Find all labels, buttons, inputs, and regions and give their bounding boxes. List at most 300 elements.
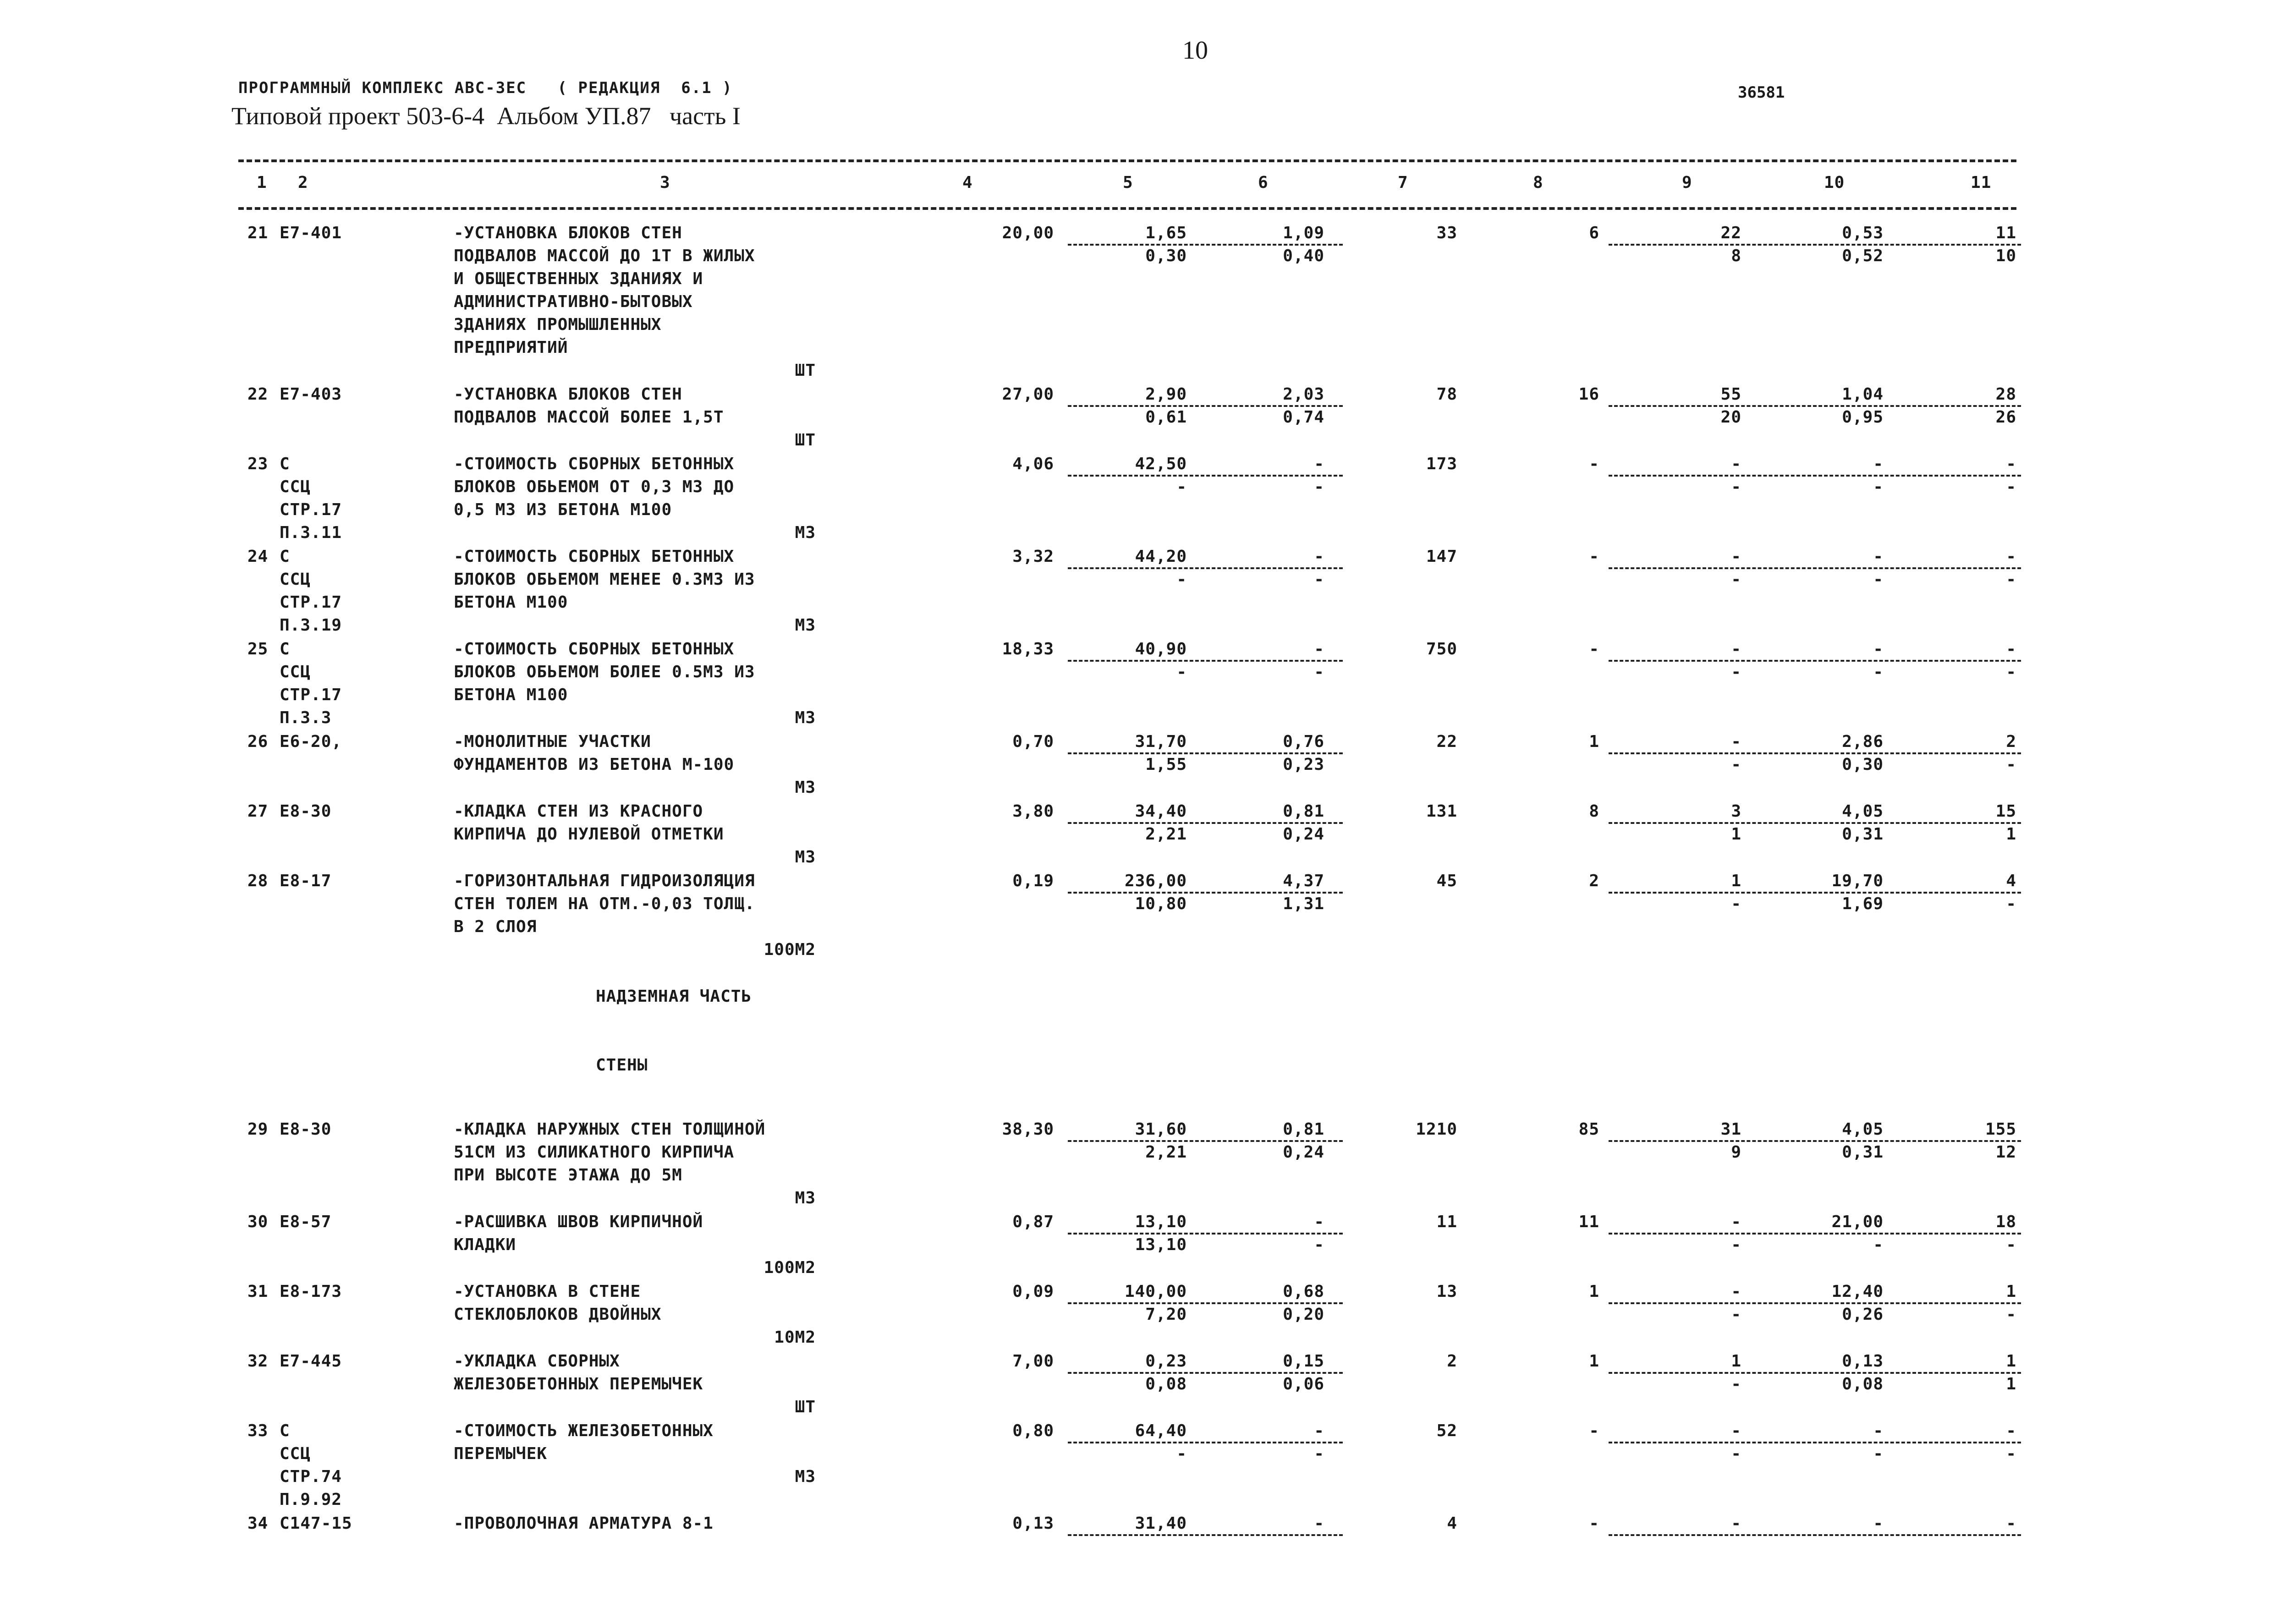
- cell-c5: 64,40: [1135, 1421, 1187, 1440]
- cell-c11-lower: -: [2006, 1305, 2016, 1324]
- cell-c10-lower: 0,30: [1842, 755, 1884, 774]
- split-rule-cols-5-6: [1068, 660, 1343, 662]
- row-code: П.3.11: [280, 523, 342, 542]
- cell-c9: 22: [1720, 224, 1741, 242]
- cell-c10-lower: 1,69: [1842, 894, 1884, 913]
- row-unit: 100М2: [763, 1258, 816, 1277]
- cell-c10: -: [1873, 455, 1884, 473]
- cell-c10-lower: -: [1873, 663, 1884, 681]
- cell-c9: 31: [1720, 1120, 1741, 1139]
- cell-c9-lower: 9: [1731, 1143, 1741, 1162]
- cell-col4: 0,09: [1012, 1282, 1054, 1301]
- cell-c9: -: [1731, 1213, 1741, 1231]
- cell-c11-lower: 12: [1995, 1143, 2016, 1162]
- cell-col7: 45: [1436, 872, 1457, 890]
- cell-col7: 33: [1436, 224, 1457, 242]
- cell-col8: 8: [1589, 802, 1599, 821]
- cell-c5-lower: 0,30: [1145, 247, 1187, 265]
- row-description: ФУНДАМЕНТОВ ИЗ БЕТОНА М-100: [454, 755, 735, 774]
- program-header: ПРОГРАММНЫЙ КОМПЛЕКС АВС-3ЕС ( РЕДАКЦИЯ 6.1 ): [238, 79, 733, 97]
- row-code: С: [280, 1421, 290, 1440]
- cell-col8: 16: [1578, 385, 1599, 404]
- cell-col8: -: [1589, 547, 1599, 566]
- section-title-walls: СТЕНЫ: [596, 1056, 648, 1075]
- row-description: В 2 СЛОЯ: [454, 917, 537, 936]
- cell-c9: -: [1731, 547, 1741, 566]
- cell-c5: 2,90: [1145, 385, 1187, 404]
- row-description: 0,5 М3 ИЗ БЕТОНА М100: [454, 500, 672, 519]
- cell-c5: 140,00: [1124, 1282, 1187, 1301]
- column-number-8: 8: [1533, 173, 1543, 192]
- row-description: БЛОКОВ ОБЬЕМОМ МЕНЕЕ 0.3М3 ИЗ: [454, 570, 755, 589]
- cell-c9-lower: -: [1731, 663, 1741, 681]
- cell-c9: 55: [1720, 385, 1741, 404]
- split-rule-cols-9-11: [1609, 475, 2021, 477]
- cell-c9: 1: [1731, 1352, 1741, 1371]
- cell-c11: 18: [1995, 1213, 2016, 1231]
- cell-c6: -: [1314, 640, 1324, 658]
- row-number: 21: [247, 224, 269, 242]
- row-description: -УСТАНОВКА БЛОКОВ СТЕН: [454, 385, 682, 404]
- cell-col7: 52: [1436, 1421, 1457, 1440]
- split-rule-cols-9-11: [1609, 1233, 2021, 1234]
- cell-c9-lower: -: [1731, 894, 1741, 913]
- cell-col4: 0,19: [1012, 872, 1054, 890]
- cell-c9-lower: -: [1731, 1444, 1741, 1463]
- row-unit: М3: [795, 523, 816, 542]
- cell-col4: 0,70: [1012, 732, 1054, 751]
- cell-c11: 11: [1995, 224, 2016, 242]
- row-code: С: [280, 547, 290, 566]
- column-number-4: 4: [962, 173, 973, 192]
- cell-col4: 0,87: [1012, 1213, 1054, 1231]
- cell-col4: 27,00: [1002, 385, 1054, 404]
- row-number: 27: [247, 802, 269, 821]
- cell-c11-lower: -: [2006, 1235, 2016, 1254]
- cell-c10: 1,04: [1842, 385, 1884, 404]
- cell-c6: 1,09: [1283, 224, 1324, 242]
- row-description: -СТОИМОСТЬ СБОРНЫХ БЕТОННЫХ: [454, 455, 735, 473]
- row-code: ССЦ: [280, 663, 311, 681]
- cell-c10: 0,13: [1842, 1352, 1884, 1371]
- row-code: Е7-445: [280, 1352, 342, 1371]
- cell-c10-lower: 0,95: [1842, 408, 1884, 427]
- row-description: ПРЕДПРИЯТИЙ: [454, 338, 568, 357]
- cell-c5: 31,70: [1135, 732, 1187, 751]
- cell-col7: 22: [1436, 732, 1457, 751]
- row-code: П.9.92: [280, 1490, 342, 1509]
- split-rule-cols-5-6: [1068, 405, 1343, 407]
- row-unit: М3: [795, 708, 816, 727]
- cell-c10: 19,70: [1831, 872, 1884, 890]
- column-number-3: 3: [660, 173, 670, 192]
- cell-col8: 11: [1578, 1213, 1599, 1231]
- cell-col4: 0,80: [1012, 1421, 1054, 1440]
- row-code: ССЦ: [280, 477, 311, 496]
- cell-c6: 0,68: [1283, 1282, 1324, 1301]
- cell-c5-lower: 0,08: [1145, 1375, 1187, 1394]
- cell-c11-lower: 1: [2006, 825, 2016, 844]
- cell-col7: 13: [1436, 1282, 1457, 1301]
- row-code: Е8-57: [280, 1213, 332, 1231]
- cell-c11: 1: [2006, 1352, 2016, 1371]
- cell-col4: 7,00: [1012, 1352, 1054, 1371]
- row-number: 24: [247, 547, 269, 566]
- cell-col7: 131: [1426, 802, 1457, 821]
- split-rule-cols-9-11: [1609, 1442, 2021, 1443]
- cell-c5: 31,40: [1135, 1514, 1187, 1533]
- cell-c11: -: [2006, 640, 2016, 658]
- cell-c11: 4: [2006, 872, 2016, 890]
- row-description: ЖЕЛЕЗОБЕТОННЫХ ПЕРЕМЫЧЕК: [454, 1375, 703, 1394]
- cell-c9-lower: -: [1731, 477, 1741, 496]
- split-rule-cols-5-6: [1068, 892, 1343, 894]
- row-code: СТР.17: [280, 686, 342, 704]
- row-description: БЛОКОВ ОБЬЕМОМ БОЛЕЕ 0.5М3 ИЗ: [454, 663, 755, 681]
- cell-c6-lower: 0,24: [1283, 1143, 1324, 1162]
- row-code: Е8-173: [280, 1282, 342, 1301]
- row-description: -МОНОЛИТНЫЕ УЧАСТКИ: [454, 732, 651, 751]
- column-number-5: 5: [1123, 173, 1133, 192]
- cell-c9-lower: -: [1731, 570, 1741, 589]
- cell-col7: 2: [1447, 1352, 1457, 1371]
- cell-c5-lower: 13,10: [1135, 1235, 1187, 1254]
- row-description: АДМИНИСТРАТИВНО-БЫТОВЫХ: [454, 292, 693, 311]
- column-number-1: 1: [257, 173, 267, 192]
- cell-c11: 28: [1995, 385, 2016, 404]
- row-code: С: [280, 455, 290, 473]
- cell-c6: 0,81: [1283, 802, 1324, 821]
- split-rule-cols-5-6: [1068, 1233, 1343, 1234]
- cell-col4: 38,30: [1002, 1120, 1054, 1139]
- row-unit: М3: [795, 616, 816, 635]
- cell-col7: 78: [1436, 385, 1457, 404]
- split-rule-cols-5-6: [1068, 567, 1343, 569]
- split-rule-cols-9-11: [1609, 1372, 2021, 1374]
- row-description: ПОДВАЛОВ МАССОЙ ДО 1Т В ЖИЛЫХ: [454, 247, 755, 265]
- row-code: Е8-17: [280, 872, 332, 890]
- cell-c5: 236,00: [1124, 872, 1187, 890]
- split-rule-cols-5-6: [1068, 752, 1343, 754]
- row-description: -СТОИМОСТЬ СБОРНЫХ БЕТОННЫХ: [454, 640, 735, 658]
- cell-c5-lower: 2,21: [1145, 1143, 1187, 1162]
- cell-c10-lower: 0,52: [1842, 247, 1884, 265]
- cell-c11-lower: -: [2006, 1444, 2016, 1463]
- cell-c6: 0,76: [1283, 732, 1324, 751]
- row-number: 33: [247, 1421, 269, 1440]
- cell-c5-lower: -: [1176, 570, 1187, 589]
- cell-c9-lower: 20: [1720, 408, 1741, 427]
- row-description: БЕТОНА М100: [454, 593, 568, 612]
- row-code: П.3.19: [280, 616, 342, 635]
- cell-c6-lower: 0,40: [1283, 247, 1324, 265]
- cell-c5-lower: 10,80: [1135, 894, 1187, 913]
- split-rule-cols-9-11: [1609, 244, 2021, 246]
- split-rule-cols-9-11: [1609, 892, 2021, 894]
- column-number-11: 11: [1971, 173, 1992, 192]
- row-description: -УСТАНОВКА В СТЕНЕ: [454, 1282, 641, 1301]
- cell-c5: 42,50: [1135, 455, 1187, 473]
- cell-c11-lower: 10: [1995, 247, 2016, 265]
- cell-c10: -: [1873, 1421, 1884, 1440]
- cell-c9: -: [1731, 1421, 1741, 1440]
- cell-c11: 2: [2006, 732, 2016, 751]
- cell-c10-lower: 0,26: [1842, 1305, 1884, 1324]
- cell-c6: 2,03: [1283, 385, 1324, 404]
- row-code: Е7-401: [280, 224, 342, 242]
- split-rule-cols-5-6: [1068, 475, 1343, 477]
- cell-c5-lower: -: [1176, 663, 1187, 681]
- cell-col4: 18,33: [1002, 640, 1054, 658]
- row-description: -СТОИМОСТЬ СБОРНЫХ БЕТОННЫХ: [454, 547, 735, 566]
- row-description: БЕТОНА М100: [454, 686, 568, 704]
- cell-c10: -: [1873, 640, 1884, 658]
- cell-c9: -: [1731, 455, 1741, 473]
- cell-c6-lower: -: [1314, 570, 1324, 589]
- cell-c6: 4,37: [1283, 872, 1324, 890]
- cell-c6: 0,81: [1283, 1120, 1324, 1139]
- cell-c11-lower: 26: [1995, 408, 2016, 427]
- row-number: 29: [247, 1120, 269, 1139]
- row-description: СТЕН ТОЛЕМ НА ОТМ.-0,03 ТОЛЩ.: [454, 894, 755, 913]
- cell-c9: -: [1731, 640, 1741, 658]
- cell-col4: 3,80: [1012, 802, 1054, 821]
- row-unit: М3: [795, 848, 816, 867]
- cell-c10: 0,53: [1842, 224, 1884, 242]
- row-description: -УСТАНОВКА БЛОКОВ СТЕН: [454, 224, 682, 242]
- cell-c10-lower: -: [1873, 570, 1884, 589]
- cell-col7: 11: [1436, 1213, 1457, 1231]
- cell-c10: -: [1873, 547, 1884, 566]
- row-number: 25: [247, 640, 269, 658]
- cell-col4: 20,00: [1002, 224, 1054, 242]
- split-rule-cols-5-6: [1068, 1302, 1343, 1304]
- row-description: -ГОРИЗОНТАЛЬНАЯ ГИДРОИЗОЛЯЦИЯ: [454, 872, 755, 890]
- cell-c6: -: [1314, 1213, 1324, 1231]
- cell-c6: -: [1314, 455, 1324, 473]
- cell-c5: 0,23: [1145, 1352, 1187, 1371]
- document-number: 36581: [1738, 83, 1785, 102]
- split-rule-cols-9-11: [1609, 1302, 2021, 1304]
- row-number: 32: [247, 1352, 269, 1371]
- cell-c5: 34,40: [1135, 802, 1187, 821]
- section-title-aboveground: НАДЗЕМНАЯ ЧАСТЬ: [596, 987, 752, 1006]
- cell-c6-lower: 1,31: [1283, 894, 1324, 913]
- cell-c10: 12,40: [1831, 1282, 1884, 1301]
- split-rule-cols-5-6: [1068, 1534, 1343, 1536]
- project-title: Типовой проект 503-6-4 Альбом УП.87 часть I: [231, 102, 741, 130]
- cell-c10: 21,00: [1831, 1213, 1884, 1231]
- row-code: Е8-30: [280, 802, 332, 821]
- cell-c6-lower: -: [1314, 1444, 1324, 1463]
- row-number: 28: [247, 872, 269, 890]
- cell-c9-lower: -: [1731, 1305, 1741, 1324]
- cell-c9: 1: [1731, 872, 1741, 890]
- cell-c5: 13,10: [1135, 1213, 1187, 1231]
- cell-c6: -: [1314, 1421, 1324, 1440]
- row-number: 31: [247, 1282, 269, 1301]
- cell-c6-lower: -: [1314, 663, 1324, 681]
- column-number-6: 6: [1258, 173, 1269, 192]
- cell-c6: -: [1314, 547, 1324, 566]
- row-code: СТР.17: [280, 593, 342, 612]
- cell-c6-lower: 0,23: [1283, 755, 1324, 774]
- cell-c9: -: [1731, 1514, 1741, 1533]
- cell-c11-lower: 1: [2006, 1375, 2016, 1394]
- row-code: Е7-403: [280, 385, 342, 404]
- row-code: Е8-30: [280, 1120, 332, 1139]
- column-header-rule: [238, 207, 2016, 210]
- cell-c9-lower: -: [1731, 1235, 1741, 1254]
- cell-c6-lower: -: [1314, 1235, 1324, 1254]
- cell-c10: 4,05: [1842, 1120, 1884, 1139]
- cell-col8: 6: [1589, 224, 1599, 242]
- cell-c11: 155: [1985, 1120, 2016, 1139]
- cell-c5: 31,60: [1135, 1120, 1187, 1139]
- row-number: 34: [247, 1514, 269, 1533]
- cell-c10-lower: -: [1873, 1235, 1884, 1254]
- cell-col4: 4,06: [1012, 455, 1054, 473]
- cell-col8: 1: [1589, 1352, 1599, 1371]
- cell-c5: 40,90: [1135, 640, 1187, 658]
- cell-c6-lower: -: [1314, 477, 1324, 496]
- row-number: 22: [247, 385, 269, 404]
- cell-col7: 147: [1426, 547, 1457, 566]
- cell-col8: 1: [1589, 732, 1599, 751]
- cell-c11: -: [2006, 1421, 2016, 1440]
- split-rule-cols-9-11: [1609, 660, 2021, 662]
- row-description: КЛАДКИ: [454, 1235, 516, 1254]
- cell-c5-lower: 0,61: [1145, 408, 1187, 427]
- row-unit: 10М2: [774, 1328, 816, 1347]
- cell-c11: 1: [2006, 1282, 2016, 1301]
- cell-c6: -: [1314, 1514, 1324, 1533]
- cell-col8: -: [1589, 1421, 1599, 1440]
- split-rule-cols-9-11: [1609, 567, 2021, 569]
- row-code: П.3.3: [280, 708, 332, 727]
- cell-c10-lower: 0,31: [1842, 825, 1884, 844]
- page-number: 10: [1182, 36, 1208, 65]
- cell-c6-lower: 0,74: [1283, 408, 1324, 427]
- cell-col7: 1210: [1416, 1120, 1457, 1139]
- row-number: 26: [247, 732, 269, 751]
- row-unit: М3: [795, 1467, 816, 1486]
- split-rule-cols-9-11: [1609, 822, 2021, 824]
- row-description: КИРПИЧА ДО НУЛЕВОЙ ОТМЕТКИ: [454, 825, 724, 844]
- cell-c6-lower: 0,06: [1283, 1375, 1324, 1394]
- cell-c6-lower: 0,20: [1283, 1305, 1324, 1324]
- cell-c6: 0,15: [1283, 1352, 1324, 1371]
- cell-c10: 4,05: [1842, 802, 1884, 821]
- cell-c10: -: [1873, 1514, 1884, 1533]
- row-description: -ПРОВОЛОЧНАЯ АРМАТУРА 8-1: [454, 1514, 714, 1533]
- cell-c10-lower: -: [1873, 477, 1884, 496]
- split-rule-cols-5-6: [1068, 1442, 1343, 1443]
- cell-c9-lower: -: [1731, 1375, 1741, 1394]
- cell-c5-lower: -: [1176, 1444, 1187, 1463]
- cell-c10: 2,86: [1842, 732, 1884, 751]
- row-description: ПРИ ВЫСОТЕ ЭТАЖА ДО 5М: [454, 1166, 682, 1185]
- row-description: 51СМ ИЗ СИЛИКАТНОГО КИРПИЧА: [454, 1143, 735, 1162]
- cell-c6-lower: 0,24: [1283, 825, 1324, 844]
- row-code: СТР.17: [280, 500, 342, 519]
- split-rule-cols-5-6: [1068, 1140, 1343, 1142]
- cell-col8: -: [1589, 640, 1599, 658]
- cell-c11-lower: -: [2006, 755, 2016, 774]
- row-description: -УКЛАДКА СБОРНЫХ: [454, 1352, 620, 1371]
- cell-c11-lower: -: [2006, 477, 2016, 496]
- cell-c11: -: [2006, 1514, 2016, 1533]
- column-number-7: 7: [1398, 173, 1408, 192]
- row-code: Е6-20,: [280, 732, 342, 751]
- row-description: ЗДАНИЯХ ПРОМЫШЛЕННЫХ: [454, 315, 662, 334]
- split-rule-cols-5-6: [1068, 822, 1343, 824]
- cell-col8: 1: [1589, 1282, 1599, 1301]
- cell-c11: -: [2006, 455, 2016, 473]
- cell-c9-lower: 8: [1731, 247, 1741, 265]
- row-code: С: [280, 640, 290, 658]
- row-unit: М3: [795, 778, 816, 797]
- cell-c9: 3: [1731, 802, 1741, 821]
- row-description: -КЛАДКА НАРУЖНЫХ СТЕН ТОЛЩИНОЙ: [454, 1120, 766, 1139]
- cell-c9-lower: 1: [1731, 825, 1741, 844]
- cell-c11-lower: -: [2006, 663, 2016, 681]
- split-rule-cols-5-6: [1068, 1372, 1343, 1374]
- cell-col7: 750: [1426, 640, 1457, 658]
- row-unit: ШТ: [795, 431, 816, 450]
- cell-col4: 0,13: [1012, 1514, 1054, 1533]
- row-description: СТЕКЛОБЛОКОВ ДВОЙНЫХ: [454, 1305, 662, 1324]
- row-description: ПЕРЕМЫЧЕК: [454, 1444, 548, 1463]
- row-description: ПОДВАЛОВ МАССОЙ БОЛЕЕ 1,5Т: [454, 408, 724, 427]
- cell-c9: -: [1731, 732, 1741, 751]
- cell-c10-lower: -: [1873, 1444, 1884, 1463]
- cell-col8: -: [1589, 455, 1599, 473]
- cell-c10-lower: 0,08: [1842, 1375, 1884, 1394]
- cell-c9-lower: -: [1731, 755, 1741, 774]
- row-description: -РАСШИВКА ШВОВ КИРПИЧНОЙ: [454, 1213, 703, 1231]
- cell-c5-lower: -: [1176, 477, 1187, 496]
- cell-c5: 1,65: [1145, 224, 1187, 242]
- cell-c11-lower: -: [2006, 570, 2016, 589]
- cell-col8: 2: [1589, 872, 1599, 890]
- cell-c9: -: [1731, 1282, 1741, 1301]
- cell-c5-lower: 2,21: [1145, 825, 1187, 844]
- row-description: И ОБЩЕСТВЕННЫХ ЗДАНИЯХ И: [454, 269, 703, 288]
- split-rule-cols-5-6: [1068, 244, 1343, 246]
- cell-c5-lower: 1,55: [1145, 755, 1187, 774]
- column-number-9: 9: [1682, 173, 1692, 192]
- cell-col7: 4: [1447, 1514, 1457, 1533]
- cell-col7: 173: [1426, 455, 1457, 473]
- row-code: С147-15: [280, 1514, 352, 1533]
- row-unit: ШТ: [795, 1398, 816, 1416]
- table-top-rule: [238, 159, 2016, 162]
- row-description: -КЛАДКА СТЕН ИЗ КРАСНОГО: [454, 802, 703, 821]
- cell-col8: -: [1589, 1514, 1599, 1533]
- row-number: 30: [247, 1213, 269, 1231]
- cell-c11: 15: [1995, 802, 2016, 821]
- row-unit: М3: [795, 1189, 816, 1207]
- row-code: ССЦ: [280, 570, 311, 589]
- cell-c11-lower: -: [2006, 894, 2016, 913]
- row-number: 23: [247, 455, 269, 473]
- split-rule-cols-9-11: [1609, 1534, 2021, 1536]
- row-code: СТР.74: [280, 1467, 342, 1486]
- row-code: ССЦ: [280, 1444, 311, 1463]
- cell-c11: -: [2006, 547, 2016, 566]
- row-unit: 100М2: [763, 940, 816, 959]
